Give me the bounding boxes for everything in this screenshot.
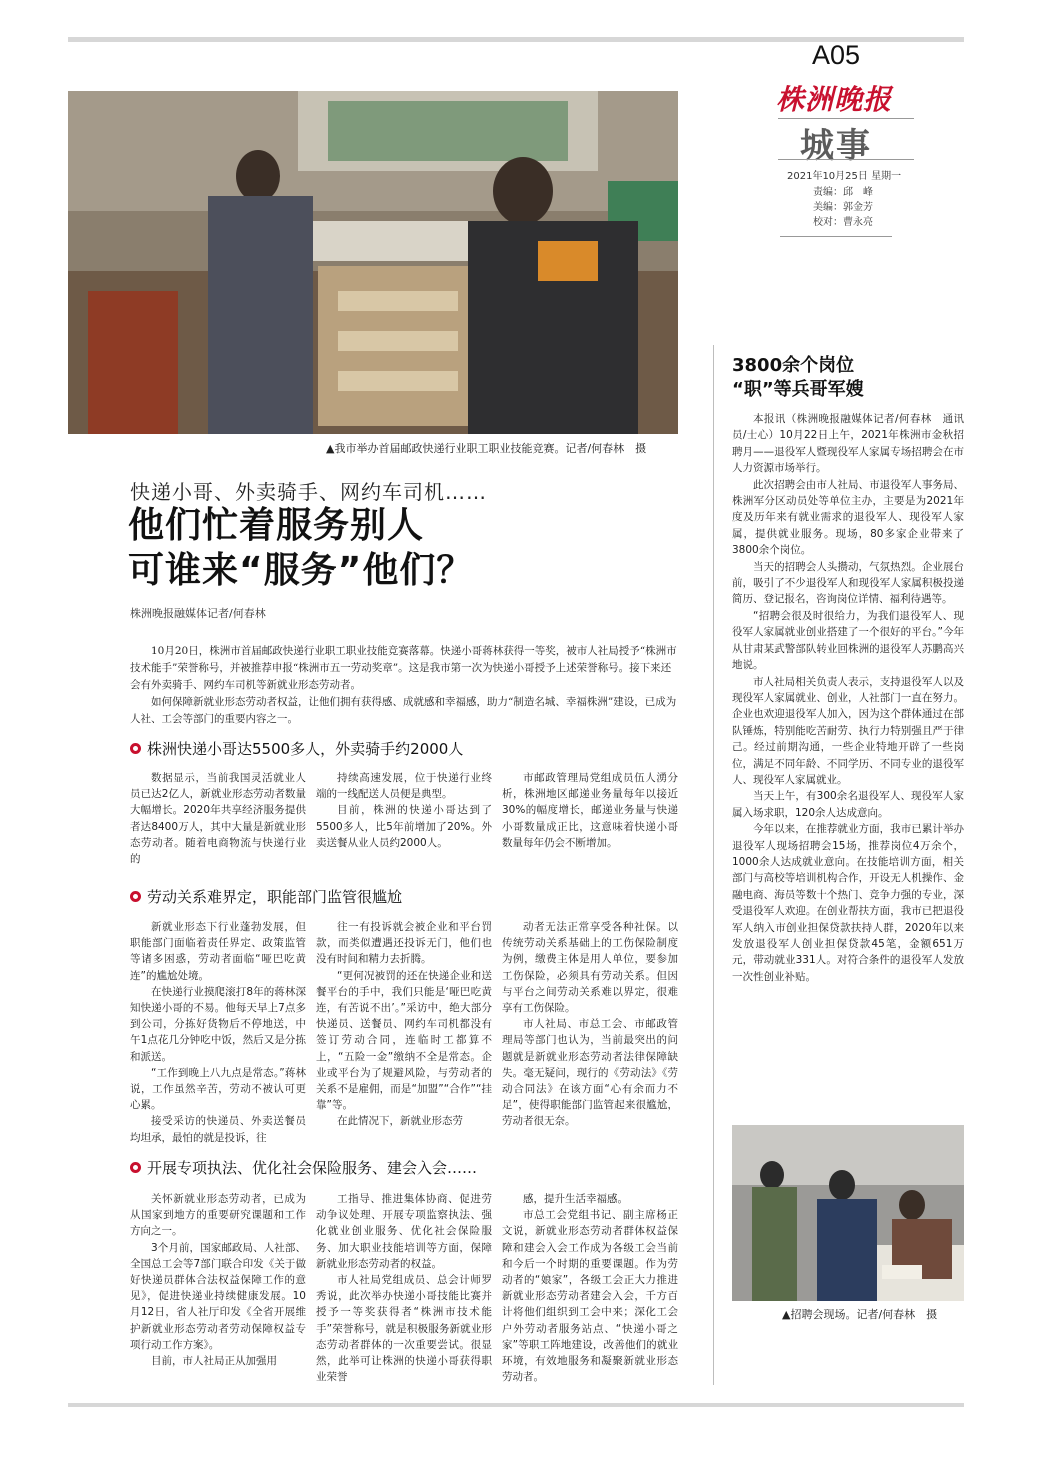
side-article-body [732,411,964,985]
section-1-column-3 [502,770,678,851]
section-3-column-3 [502,1191,678,1385]
editor-credit: 责编：邱 峰 [813,187,873,198]
headline-line-1: 他们忙着服务别人 [128,505,425,546]
paragraph: 在快递行业摸爬滚打8年的蒋林深知快递小哥的不易。他每天早上7点多到公司，分拣好货物后不停地送，中午1点花几分钟吃中饭，然后又是分拣和派送。 [130,985,306,1063]
section-heading-3 [130,1157,477,1178]
paragraph: 新就业形态下行业蓬勃发展，但职能部门面临着责任界定、政策监管等诸多困惑，劳动者面临“哑巴吃黄连”的尴尬处境。 [130,921,306,982]
designer-credit: 美编：郭金芳 [813,202,873,213]
main-photo [68,91,678,434]
paragraph: 目前，市人社局正从加强用 [151,1355,277,1368]
paragraph: 动者无法正常享受各种社保。以传统劳动关系基础上的工伤保险制度为例，缴费主体是用人单位，要参加工伤保险，必须具有劳动关系。但因与平台之间劳动关系难以界定，很难享有工伤保险。 [502,921,678,1015]
paragraph: 今年以来，在推荐就业方面，我市已累计举办退役军人现场招聘会15场，推荐岗位4万余个，1000余人达成就业意向。在技能培训方面，相关部门与高校等培训机构合作，开设无人机操作、金融电商、海员等数十个热门、竞争力强的专业，深受退役军人欢迎。在创业帮扶方面，我市已把退役军人纳入市创业担保贷款扶持人群，2020年以来发放退役军人创业担保贷款45笔，金额651万元，带动就业331人。对符合条件的退役军人发放一次性创业补贴。 [732,823,964,983]
section-1-column-1 [130,770,306,867]
job-fair-photo [732,1125,964,1301]
paragraph: 市总工会党组书记、副主席杨正文说，新就业形态劳动者群体权益保障和建会入会工作成为各级工会当前和今后一个时期的重要课题。作为劳动者的“娘家”，各级工会正大力推进新就业形态劳动者建会入会，千方百计将他们组织到工会中来；深化工会户外劳动者服务站点、“快递小哥之家”等职工阵地建设，改善他们的就业环境，有效地服务和凝聚新就业形态劳动者。 [502,1209,678,1384]
paragraph: “更何况被罚的还在快递企业和送餐平台的手中，我们只能是‘哑巴吃黄连，有苦说不出’。”采访中，绝大部分快递员、送餐员、网约车司机都没有签订劳动合同，连临时工都算不上，“五险一金”缴纳不全是常态。企业或平台为了规避风险，与劳动者的关系不是雇佣，而是“加盟”“合作”“挂靠”等。 [316,969,492,1112]
paragraph: 感，提升生活幸福感。 [523,1193,628,1205]
lead-paragraph-1: 10月20日，株洲市首届邮政快递行业职工职业技能竞赛落幕。快递小哥蒋林获得一等奖，被市人社局授予“株洲市技术能手”荣誉称号，并被推荐申报“株洲市五一劳动奖章”。这是我市第一次为快递小哥授予上述荣誉称号。接下来还会有外卖骑手、网约车司机等新就业形态劳动者。 [130,645,677,691]
section-heading-text: 开展专项执法、优化社会保险服务、建会入会…… [147,1159,478,1177]
paper-logo: 株洲晚报 [776,83,893,116]
paragraph: 在此情况下，新就业形态劳 [337,1115,463,1128]
paragraph: 当天上午，有300余名退役军人、现役军人家属入场求职，120余人达成意向。 [732,790,964,819]
proofreader-credit: 校对：曹永亮 [813,217,873,228]
section-3-column-2 [316,1191,492,1385]
job-fair-photo-caption: ▲招聘会现场。记者/何春林 摄 [782,1308,938,1321]
side-column-divider [713,345,714,1385]
red-circle-bullet-icon [130,891,141,902]
section-heading-text: 株洲快递小哥达5500多人，外卖骑手约2000人 [147,740,464,758]
side-headline-line-2: “职”等兵哥军嫂 [732,379,864,400]
paragraph: 市人社局党组成员、总会计师罗秀说，此次举办快递小哥技能比赛并授予一等奖获得者“株洲市技术能手”荣誉称号，就是积极服务新就业形态劳动者群体的一次重要尝试。很显然，此举可让株洲的快递小哥获得职业荣誉 [316,1274,492,1384]
paragraph: 数据显示，当前我国灵活就业人员已达2亿人，新就业形态劳动者数量大幅增长。2020年共享经济服务提供者达8400万人，其中大量是新就业形态劳动者。随着电商物流与快递行业的 [130,772,306,866]
section-heading-1 [130,738,463,759]
courier-competition-photo [68,91,678,434]
section-name: 城事 [800,126,872,166]
paragraph: 市邮政管理局党组成员伍人湧分析，株洲地区邮递业务量每年以接近30%的幅度增长，邮递业务量与快递小哥数量成正比，这意味着快递小哥数量每年仍会不断增加。 [502,772,678,849]
paragraph: 此次招聘会由市人社局、市退役军人事务局、株洲军分区动员处等单位主办，主要是为2021年度及历年来有就业需求的退役军人、现役军人家属，提供就业服务。现场，80多家企业带来了3800余个岗位。 [732,478,964,557]
section-heading-2 [130,886,402,907]
article-kicker: 快递小哥、外卖骑手、网约车司机…… [130,480,487,504]
paragraph: 本报讯（株洲晚报融媒体记者/何春林 通讯员/士心）10月22日上午，2021年株洲市金秋招聘月——退役军人暨现役军人家属专场招聘会在市人力资源市场举行。 [732,413,964,475]
section-3-column-1 [130,1191,306,1369]
side-headline-line-1: 3800余个岗位 [732,355,855,376]
paragraph: 目前，株洲的快递小哥达到了5500多人，比5年前增加了20%。外卖送餐从业人员约2000人。 [316,804,492,849]
section-2-column-2 [316,919,492,1130]
recruitment-scene-photo [732,1125,964,1301]
page-number: A05 [812,40,861,70]
red-circle-bullet-icon [130,743,141,754]
issue-date: 2021年10月25日 星期一 [787,171,902,182]
section-2-column-3 [502,919,678,1130]
headline-line-2: 可谁来“服务”他们？ [128,550,474,591]
paragraph: 往一有投诉就会被企业和平台罚款，而类似遭遇还投诉无门，他们也没有时间和精力去折腾。 [316,921,492,966]
section-1-column-2 [316,770,492,851]
paragraph: 当天的招聘会人头攒动，气氛热烈。企业展台前，吸引了不少退役军人和现役军人家属积极投递简历、登记报名，咨询岗位详情、福利待遇等。 [732,560,964,606]
lead-paragraph-2: 如何保障新就业形态劳动者权益，让他们拥有获得感、成就感和幸福感，助力“制造名城、幸福株洲”建设，已成为人社、工会等部门的重要内容之一。 [130,696,677,725]
bottom-rule [68,1403,964,1407]
main-photo-caption: ▲我市举办首届邮政快递行业职工职业技能竞赛。记者/何春林 摄 [326,442,647,455]
masthead-rule [780,236,892,237]
paragraph: 3个月前，国家邮政局、人社部、全国总工会等7部门联合印发《关于做好快递员群体合法权益保障工作的意见》，促进快递业持续健康发展。10月12日，省人社厅印发《全省开展维护新就业形态劳动者劳动保障权益专项行动工作方案》。 [130,1241,306,1351]
paragraph: 市人社局、市总工会、市邮政管理局等部门也认为，当前最突出的问题就是新就业形态劳动者法律保障缺失。毫无疑问，现行的《劳动法》《劳动合同法》在该方面“心有余而力不足”，使得职能部门监管起来很尴尬，劳动者很无奈。 [502,1018,678,1128]
paragraph: 接受采访的快递员、外卖送餐员均坦承，最怕的就是投诉，往 [130,1115,306,1144]
paragraph: 工指导、推进集体协商、促进劳动争议处理、开展专项监察执法、强化就业创业服务、优化社会保险服务、加大职业技能培训等方面，保障新就业形态劳动者的权益。 [316,1193,492,1270]
article-byline: 株洲晚报融媒体记者/何春林 [130,607,266,620]
section-heading-text: 劳动关系难界定，职能部门监管很尴尬 [147,888,403,906]
paragraph: “招聘会很及时很给力，为我们退役军人、现役军人家属就业创业搭建了一个很好的平台。”今年从甘肃某武警部队转业回株洲的退役军人苏鹏高兴地说。 [732,609,964,672]
red-circle-bullet-icon [130,1162,141,1173]
section-2-column-1 [130,919,306,1146]
paragraph: “工作到晚上八九点是常态。”蒋林说，工作虽然辛苦，劳动不被认可更心累。 [130,1066,306,1112]
paragraph: 关怀新就业形态劳动者，已成为从国家到地方的重要研究课题和工作方向之一。 [130,1193,306,1238]
masthead-box [778,118,914,160]
paragraph: 持续高速发展，位于快递行业终端的一线配送人员便是典型。 [316,772,492,801]
paragraph: 市人社局相关负责人表示，支持退役军人以及现役军人家属就业、创业，人社部门一直在努力。企业也欢迎退役军人加入，因为这个群体通过在部队锤炼，特别能吃苦耐劳、执行力特别强且严于律己。经过前期沟通，一些企业特地开辟了一些岗位，满足不同年龄、不同学历、不同专业的退役军人、现役军人家属就业。 [732,675,964,786]
